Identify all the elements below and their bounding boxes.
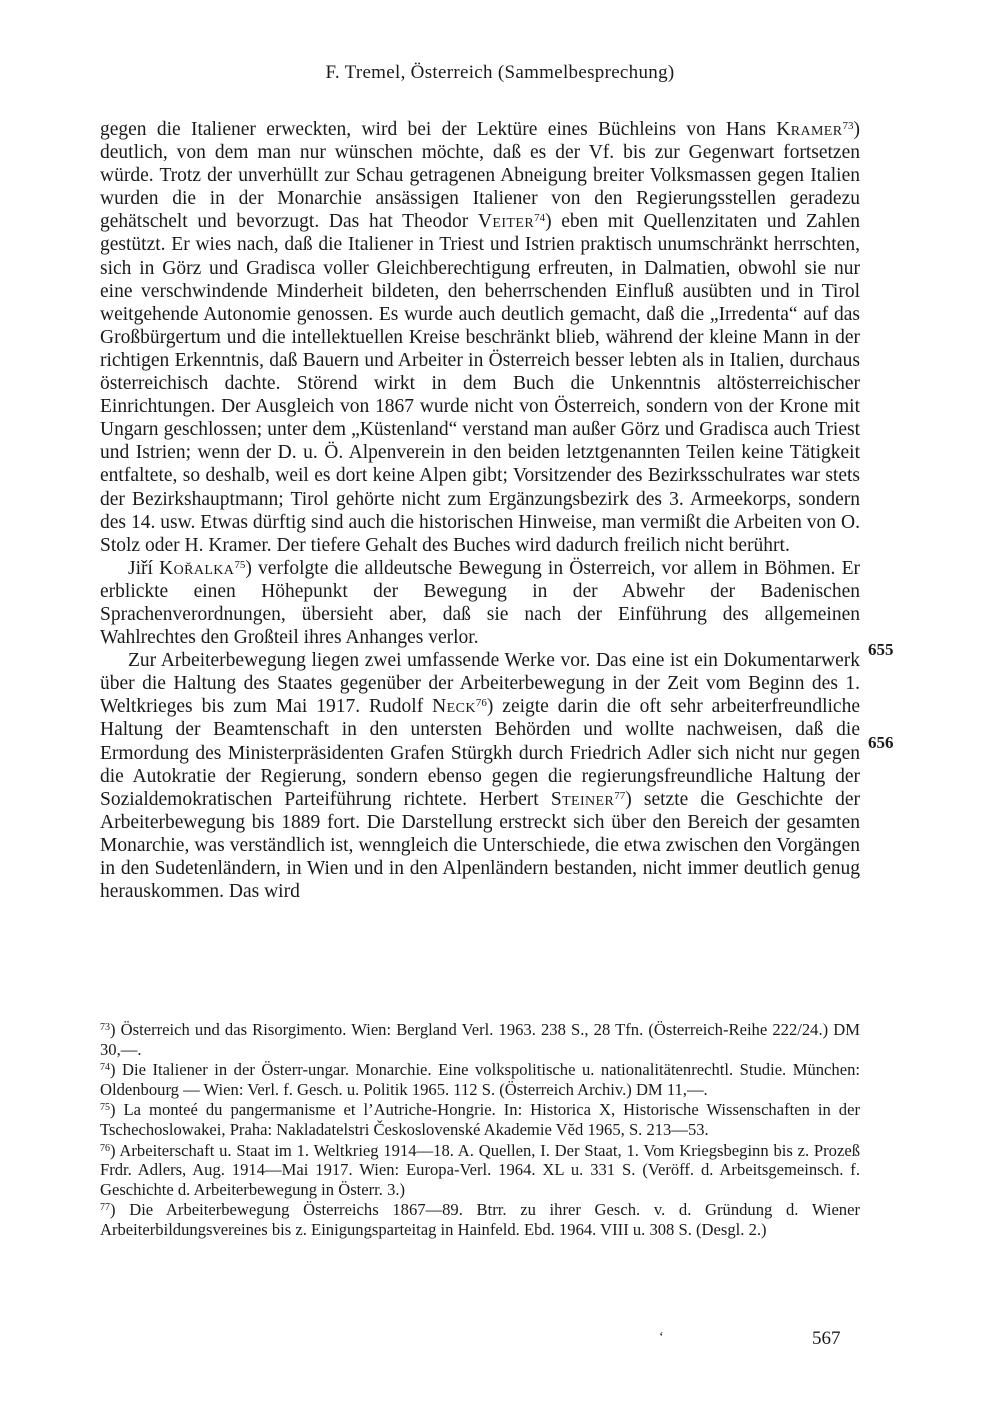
footnote [100, 1060, 860, 1099]
running-header: F. Tremel, Österreich (Sammelbesprechung) [325, 62, 675, 83]
text-span: ) deutlich, von dem man nur wünschen möchte, daß es der Vf. bis zur Gegenwart fortsetzen würde. Trotz der unverhüllt zur Schau getragenen Abneigung breiter Volksmassen gegen Italien wurden die in der Monarchie ansässigen Italiener von den Regierungsstellen geradezu gehätschelt und bevorzugt. Das hat Theodor [100, 119, 860, 233]
footnote-ref: 73 [842, 120, 854, 132]
footnote-ref: 74 [534, 212, 546, 225]
footnote-number: 75 [100, 1102, 110, 1114]
footnote-text: ) Die Arbeiterbewegung Österreichs 1867—89. Btrr. zu ihrer Gesch. v. d. Gründung d. Wiener Arbeiterbildungsvereines bis z. Einigungsparteitag in Hainfeld. Ebd. 1964. VIII u. 308 S. (Desgl. 2.) [100, 1200, 860, 1239]
print-mark: ʻ [659, 1330, 664, 1345]
author-name: Kořalka [159, 557, 235, 579]
author-name: Veiter [477, 211, 535, 233]
footnotes [100, 1020, 860, 1241]
footnote [100, 1141, 860, 1200]
author-name: Kramer [776, 119, 843, 140]
paragraph-1 [100, 118, 860, 557]
author-name: Steiner [550, 788, 615, 810]
footnote-text: ) Die Italiener in der Österr-ungar. Monarchie. Eine volkspolitische u. nationalitätenrechtl. Studie. München: Oldenbourg — Wien: Verl. f. Gesch. u. Politik 1965. 112 S. (Österreich Archiv.) DM 11,—. [100, 1060, 860, 1099]
margin-number: 655 [868, 640, 894, 659]
text-span: gegen die Italiener erweckten, wird bei der Lektüre eines Büchleins von Hans [100, 119, 777, 140]
text-span: ) zeigte darin die oft sehr arbeiterfreundliche Haltung der Beamtenschaft in den untersten Behörden und wollte nachweisen, daß die Ermordung des Ministerpräsidenten Grafen Stürgkh durch Friedrich Adler sich nicht nur gegen die Autokratie der Regierung, sondern ebenso gegen die regierungsfreundliche Haltung der Sozialdemokratischen Parteiführung richtete. Herbert [100, 696, 860, 810]
footnote-text: ) Arbeiterschaft u. Staat im 1. Weltkrieg 1914—18. A. Quellen, I. Der Staat, 1. Vom Kriegsbeginn bis z. Prozeß Frdr. Adlers, Aug. 1914—Mai 1917. Wien: Europa-Verl. 1964. XL u. 331 S. (Veröff. d. Arbeitsgemeinsch. f. Geschichte d. Arbeiterbewegung in Österr. 3.) [100, 1140, 860, 1199]
footnote-number: 76 [100, 1142, 110, 1154]
text-span: Jiří [128, 557, 160, 579]
footnote [100, 1020, 860, 1059]
text-span: ) setzte die Geschichte der Arbeiterbewegung bis 1889 fort. Die Darstellung erstreckt sich über den Bereich der gesamten Monarchie, was verständlich ist, wenngleich die Unterschiede, die etwa zwischen den Vorgängen in den Sudetenländern, in Wien und in den Alpenländern bestanden, nicht immer deutlich genug herauskommen. Das wird [100, 788, 860, 903]
footnote-text: ) La monteé du pangermanisme et l’Autriche-Hongrie. In: Historica X, Historische Wissenschaften in der Tschechoslowakei, Praha: Nakladatelstri Československé Akademie Vĕd 1965, S. 213—53. [100, 1100, 860, 1139]
paragraph-2 [100, 557, 860, 649]
footnote-ref: 75 [234, 558, 246, 571]
footnote-text: ) Österreich und das Risorgimento. Wien: Bergland Verl. 1963. 238 S., 28 Tfn. (Österreich-Reihe 222/24.) DM 30,—. [100, 1020, 860, 1059]
footnote-number: 74 [100, 1062, 110, 1074]
footnote-number: 77 [100, 1202, 110, 1214]
page-number: 567 [812, 1328, 841, 1349]
footnote-ref: 76 [475, 697, 487, 710]
footnote-ref: 77 [614, 789, 626, 802]
margin-number: 656 [868, 733, 894, 752]
text-span: ) verfolgte die alldeutsche Bewegung in Österreich, vor allem in Böhmen. Er erblickte einen Höhepunkt der Bewegung in der Abwehr der Badenischen Sprachenverordnungen, übersieht aber, daß sie nach der Einführung des allgemeinen Wahlrechtes den Großteil ihres Anhanges verlor. [100, 557, 860, 649]
author-name: Neck [432, 696, 476, 718]
text-span: Zur Arbeiterbewegung liegen zwei umfassende Werke vor. Das eine ist ein Dokumentarwerk über die Haltung des Staates gegenüber der Arbeiterbewegung in der Zeit vom Beginn des 1. Weltkrieges bis zum Mai 1917. Rudolf [100, 650, 860, 718]
footnote [100, 1100, 860, 1139]
main-text [100, 118, 860, 903]
footnote-number: 73 [100, 1022, 110, 1033]
footnote [100, 1200, 860, 1239]
paragraph-3 [100, 649, 860, 903]
text-span: ) eben mit Quellenzitaten und Zahlen gestützt. Er wies nach, daß die Italiener in Triest und Istrien praktisch unumschränkt herrschten, sich in Görz und Gradisca voller Gleichberechtigung erfreuten, in Dalmatien, obwohl sie nur eine verschwindende Minderheit bildeten, den beherrschenden Einfluß ausübten und in Tirol weitgehende Autonomie genossen. Es wurde auch deutlich gemacht, daß die „Irredenta“ auf das Großbürgertum und die intellektuellen Kreise beschränkt blieb, während der kleine Mann in der richtigen Erkenntnis, daß Bauern und Arbeiter in Österreich besser lebten als in Italien, durchaus österreichisch dachte. Störend wirkt in dem Buch die Unkenntnis altösterreichischer Einrichtungen. Der Ausgleich von 1867 wurde nicht von Österreich, sondern von der Krone mit Ungarn geschlossen; unter dem „Küstenland“ verstand man außer Görz und Gradisca auch Triest und Istrien; wenn der D. u. Ö. Alpenverein in den beiden letztgenannten Teilen keine Tätigkeit entfaltete, so deshalb, weil es dort keine Alpen gibt; Vorsitzender des Bezirksschulrates war stets der Bezirkshauptmann; Tirol gehörte nicht zum Ergänzungsbezirk des 3. Armeekorps, sondern des 14. usw. Etwas dürftig sind auch die historischen Hinweise, man vermißt die Arbeiten von O. Stolz oder H. Kramer. Der tiefere Gehalt des Buches wird dadurch freilich nicht berührt. [100, 211, 860, 556]
